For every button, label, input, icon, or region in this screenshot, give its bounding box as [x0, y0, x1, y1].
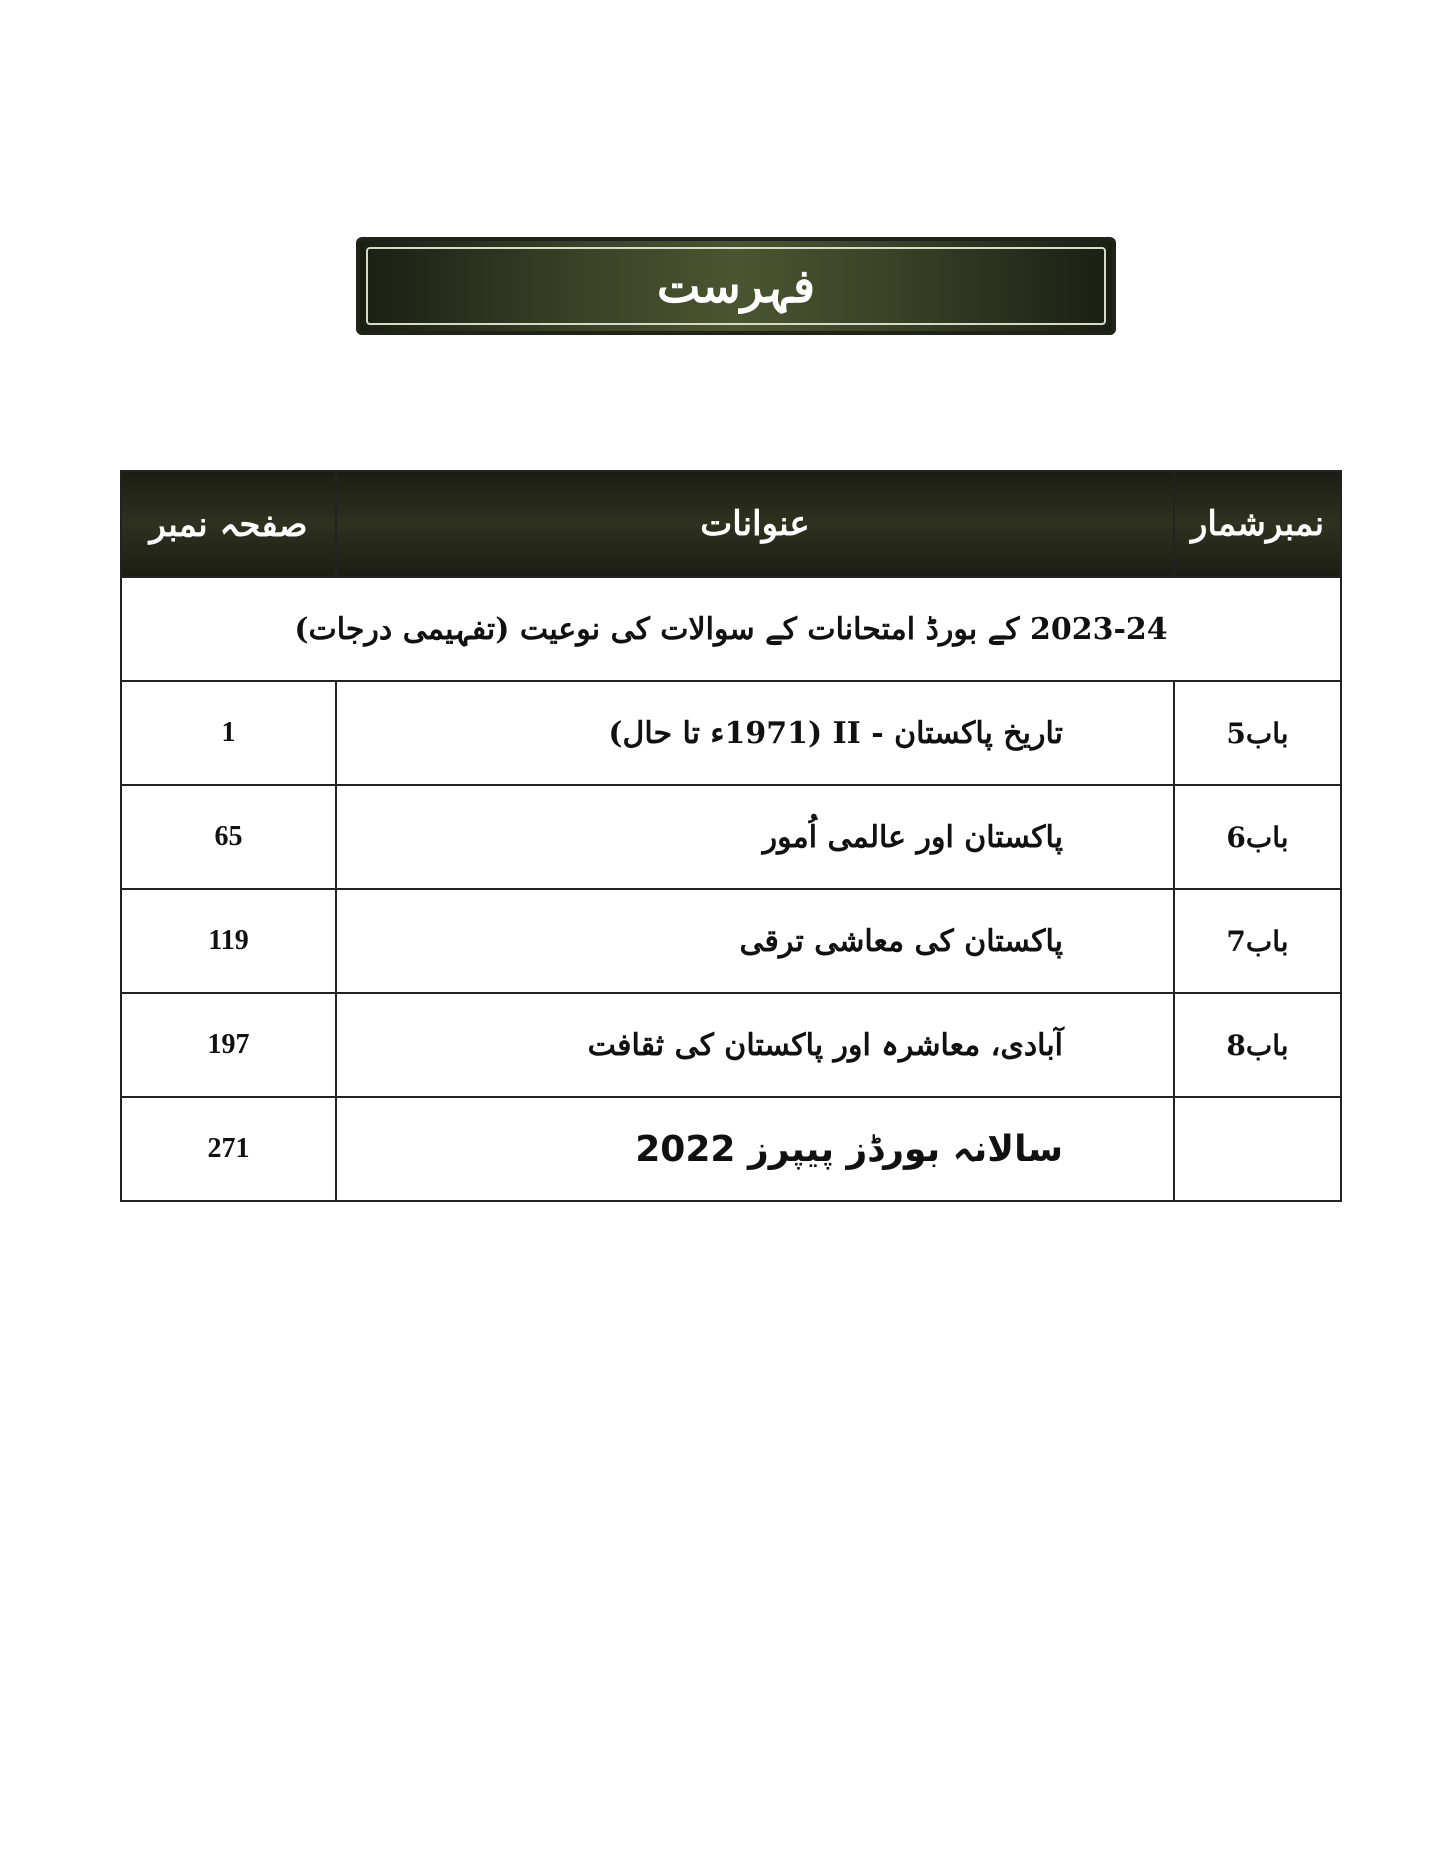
page-number-cell: 197	[121, 993, 336, 1097]
title-banner	[356, 237, 1116, 335]
title-banner-frame	[366, 247, 1106, 325]
page-number-cell: 271	[121, 1097, 336, 1201]
page-number-cell: 119	[121, 889, 336, 993]
chapter-number-cell: باب6	[1174, 785, 1341, 889]
table-row	[121, 785, 1341, 889]
chapter-title-cell: تاریخ پاکستان - II (1971ء تا حال)	[336, 681, 1174, 785]
chapter-title-cell: سالانہ بورڈز پیپرز 2022	[336, 1097, 1174, 1201]
chapter-number-cell: باب7	[1174, 889, 1341, 993]
contents-table	[120, 470, 1342, 1202]
table-row	[121, 1097, 1341, 1201]
header-page-number: صفحہ نمبر	[121, 471, 336, 577]
page-title: فہرست	[656, 259, 816, 313]
page-number-cell: 1	[121, 681, 336, 785]
chapter-number-cell	[1174, 1097, 1341, 1201]
chapter-number-cell: باب5	[1174, 681, 1341, 785]
table-row	[121, 889, 1341, 993]
table-row	[121, 681, 1341, 785]
intro-row	[121, 577, 1341, 681]
chapter-title-cell: آبادی، معاشرہ اور پاکستان کی ثقافت	[336, 993, 1174, 1097]
chapter-title-cell: پاکستان اور عالمی اُمور	[336, 785, 1174, 889]
intro-text: 2023-24 کے بورڈ امتحانات کے سوالات کی نوعیت (تفہیمی درجات)	[121, 577, 1341, 681]
header-topics: عنوانات	[336, 471, 1174, 577]
table-row	[121, 993, 1341, 1097]
table-header-row	[121, 471, 1341, 577]
page-number-cell: 65	[121, 785, 336, 889]
chapter-title-cell: پاکستان کی معاشی ترقی	[336, 889, 1174, 993]
header-serial-number: نمبرشمار	[1174, 471, 1341, 577]
chapter-number-cell: باب8	[1174, 993, 1341, 1097]
